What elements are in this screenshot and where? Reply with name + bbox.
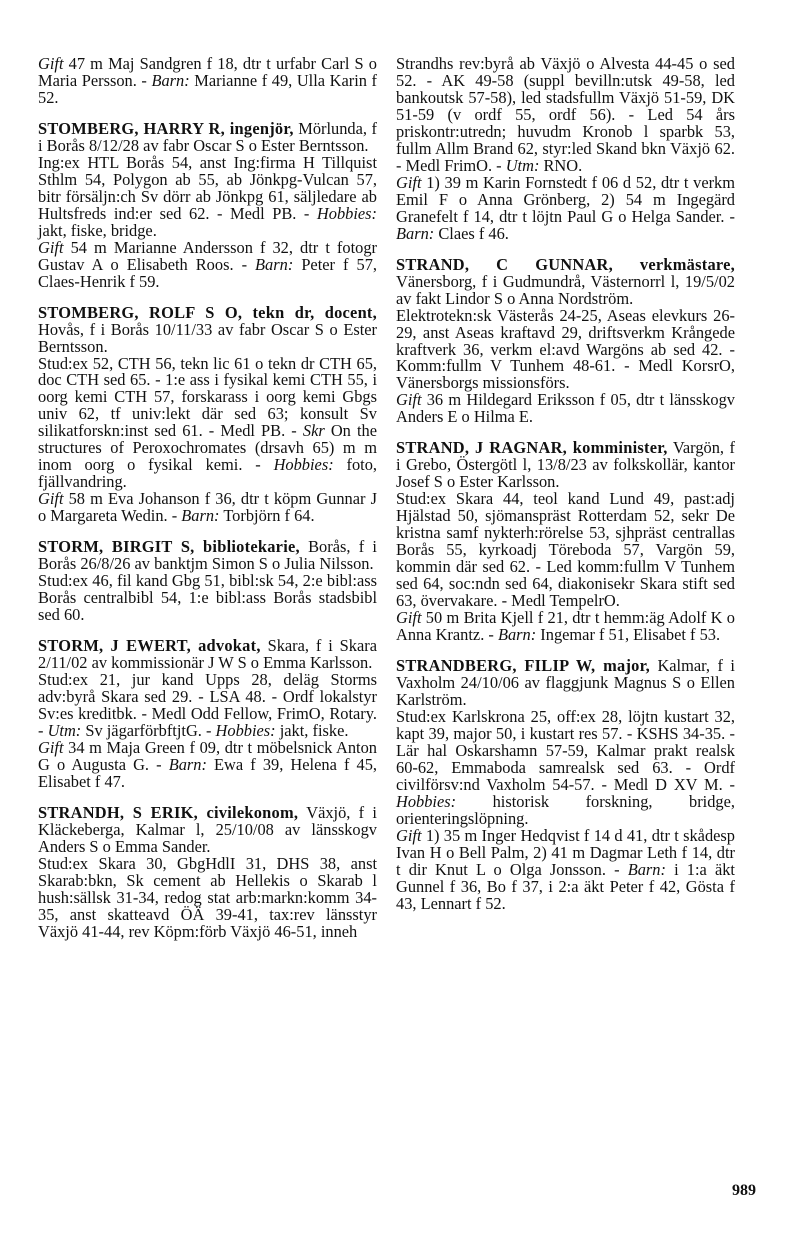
entry-text: historisk forskning, bridge, orienteringslöpning. (396, 791, 735, 828)
entry-text: i 1:a äkt Gunnel f 36, Bo f 37, i 2:a äkt Peter f 42, Gösta f 43, Lennart f 52. (396, 859, 735, 913)
biography-entry-storm-j-ewert (38, 638, 377, 791)
biography-entry-storm-birgit (38, 539, 377, 624)
entry-paragraph (396, 440, 735, 491)
entry-text: 1) 39 m Karin Fornstedt f 06 d 52, dtr t verkm Emil F o Anna Grönberg, 2) 54 m Ingegärd Granefelt f 14, dtr t löjtn Paul G o Helga Sander. - (396, 172, 735, 226)
entry-text: Skara, f i Skara 2/11/02 av kommissionär J W S o Emma Karlsson. (38, 636, 378, 672)
entry-text: 34 m Maja Green f 09, dtr t möbelsnick Anton G o Augusta G. - (38, 737, 377, 774)
entry-paragraph (396, 254, 735, 308)
field-label: Hobbies: (396, 791, 457, 811)
field-label: Barn: (497, 625, 537, 644)
entry-paragraph (38, 802, 377, 856)
entry-text: Claes f 46. (434, 223, 509, 243)
field-label: Skr (302, 421, 325, 441)
biography-entry-strandberg-filip (396, 655, 735, 913)
right-column (396, 56, 735, 927)
biography-entry-strandh-s-erik (38, 802, 377, 941)
field-label: Gift (396, 608, 422, 628)
entry-text: Hovås, f i Borås 10/11/33 av fabr Oscar S o Ester Berntsson. (38, 319, 377, 356)
left-column (38, 56, 377, 955)
entry-paragraph (396, 610, 735, 644)
entry-text: Strandhs rev:byrå ab Växjö o Alvesta 44-45 o sed 52. - AK 49-58 (suppl bevilln:utsk 49-58, led bankoutsk 57-58), led stadsfullm Växjö 51-59, DK 51-59 (v ordf 55, ordf 56). - Led 54 års priskontr:utredn; huvudm Kronob l sparbk 53, fullm Allm Brand 62, styr:led Skand bkn Växjö 62. - Medl FrimO. - (396, 54, 735, 175)
entry-text: foto, fjällvandring. (38, 455, 377, 492)
entry-heading: STORM, BIRGIT S, bibliotekarie, (38, 537, 300, 557)
field-label: Barn: (181, 506, 220, 526)
entry-text: RNO. (539, 155, 583, 175)
field-label: Gift (396, 390, 422, 410)
entry-text: Stud:ex Karlskrona 25, off:ex 28, löjtn kustart 32, kapt 39, major 50, i kustart res 57. - KSHS 34-35. - Lär hal Oskarshamn 57-59, Kalmar prakt realsk 60-62, Emmaboda samrealsk sed 63. - Ordf civilförsv:nd Vaxholm 54-57. - Medl D XV M. - (396, 706, 735, 794)
entry-text: 54 m Marianne Andersson f 32, dtr t fotogr Gustav A o Elisabeth Roos. - (38, 237, 377, 274)
entry-paragraph (38, 638, 377, 672)
entry-text: Stud:ex 46, fil kand Gbg 51, bibl:sk 54, 2:e bibl:ass Borås centralbibl 54, 1:e bibl:ass Borås stadsbibl sed 60. (38, 571, 377, 625)
entry-heading: STRAND, C GUNNAR, verkmästare, (396, 254, 735, 274)
entry-text: Ewa f 39, Helena f 45, Elisabet f 47. (38, 754, 378, 791)
entry-text: Vänersborg, f i Gudmundrå, Västernorrl l, 19/5/02 av fakt Lindor S o Anna Nordström. (396, 271, 735, 308)
field-label: Gift (396, 825, 422, 845)
entry-heading: STORM, J EWERT, advokat, (38, 636, 261, 656)
field-label: Hobbies: (316, 203, 377, 223)
field-label: Barn: (396, 223, 435, 243)
entry-text: Stud:ex Skara 30, GbgHdlI 31, DHS 38, anst Skarab:bkn, Sk cement ab Hellekis o Skarab l hush:sällsk 31-34, redog stat arb:markn:komm 34-35, anst skatteavd ÖÄ 39-41, tax:rev länsstyr Växjö 41-44, rev Köpm:förb Växjö 46-51, inneh (38, 853, 377, 941)
entry-text: 58 m Eva Johanson f 36, dtr t köpm Gunnar J o Margareta Wedin. - (38, 489, 377, 526)
entry-text: 36 m Hildegard Eriksson f 05, dtr t länsskogv Anders E o Hilma E. (396, 390, 735, 427)
entry-paragraph (396, 172, 735, 243)
field-label: Utm: (505, 155, 540, 175)
entry-paragraph (38, 237, 377, 291)
entry-text: Stud:ex 21, jur kand Upps 28, deläg Storms adv:byrå Skara sed 29. - LSA 48. - Ordf lokalstyr Sv:es kreditbk. - Medl Odd Fellow, FrimO, Rotary. - (38, 669, 377, 740)
entry-paragraph (38, 491, 377, 525)
field-label: Hobbies: (273, 455, 334, 475)
entry-paragraph (396, 491, 735, 610)
biography-entry-stomberg-harry (38, 118, 377, 291)
entry-paragraph (38, 302, 377, 356)
entry-text: Stud:ex 52, CTH 56, tekn lic 61 o tekn dr CTH 65, doc CTH sed 65. - 1:e ass i fysikal kemi CTH 55, i oorg kemi CTH 57, forskarass i oorg kemi Gbgs univ 62, tf univ:lekt där sed 63; konsult Sv silikatforskn:inst sed 61. - Medl PB. - (38, 353, 377, 441)
entry-paragraph (396, 56, 735, 175)
entry-paragraph (396, 655, 735, 709)
field-label: Gift (38, 54, 64, 73)
entry-text: Elektrotekn:sk Västerås 24-25, Aseas elevkurs 26-29, anst Aseas kraftavd 29, driftsverkm Krångede kraftverk 36, verkm el:avd Wargöns ab sed 42. - Komm:fullm V Tunhem 48-61. - Medl KorsrO, Vänersborgs missionsförs. (396, 305, 735, 393)
entry-text: jakt, fiske, bridge. (38, 220, 157, 240)
entry-heading: STOMBERG, ROLF S O, tekn dr, docent, (38, 302, 377, 322)
field-label: Barn: (627, 859, 666, 879)
field-label: Gift (396, 172, 422, 192)
entry-text: 50 m Brita Kjell f 21, dtr t hemm:äg Adolf K o Anna Krantz. - (396, 608, 735, 644)
page-number: 989 (732, 1182, 756, 1199)
entry-paragraph (38, 573, 377, 624)
entry-text: jakt, fiske. (275, 720, 349, 740)
entry-text: Marianne f 49, Ulla Karin f 52. (38, 70, 377, 107)
entry-text: 47 m Maj Sandgren f 18, dtr t urfabr Carl S o Maria Persson. - (38, 54, 377, 90)
entry-text: 1) 35 m Inger Hedqvist f 14 d 41, dtr t skådesp Ivan H o Bell Palm, 2) 41 m Dagmar Leth f 14, dtr t dir Knut L o Olga Jonsson. - (396, 825, 735, 879)
biography-entry-stomberg-rolf (38, 302, 377, 526)
entry-paragraph (38, 118, 377, 155)
entry-paragraph (396, 392, 735, 426)
entry-paragraph (38, 737, 378, 791)
entry-paragraph (396, 825, 735, 913)
field-label: Gift (38, 237, 64, 257)
entry-text: Stud:ex Skara 44, teol kand Lund 49, past:adj Hjälstad 50, sjömanspräst Rotterdam 52, sekr De kristna samf nykterh:rörelse 53, sjhpräst centrallas Borås 55, kyrkoadj Töreboda 57, Vargön 59, kommin där sed 62. - Led komm:fullm V Tunhem sed 64, soc:ndn sed 64, diakonisekr Skara stift sed 63, övervakare. - Medl TempelrO. (396, 489, 735, 611)
entry-text: Ing:ex HTL Borås 54, anst Ing:firma H Tillquist Sthlm 54, Polygon ab 55, ab Jönkpg-Vulcan 57, bitr försäljn:ch Sv dörr ab Jönkpg 61, säljledare ab Hultsfreds ind:er sed 62. - Medl PB. - (38, 152, 377, 223)
entry-paragraph (396, 305, 735, 393)
entry-paragraph (38, 56, 377, 107)
entry-text: On the structures of Peroxochromates (drsavh 65) m m inom oorg o fysikal kemi. - (38, 421, 377, 475)
field-label: Gift (38, 489, 64, 509)
entry-paragraph (38, 152, 377, 240)
field-label: Gift (38, 737, 64, 757)
entry-heading: STRANDH, S ERIK, civilekonom, (38, 802, 299, 822)
entry-paragraph (396, 706, 735, 828)
field-label: Barn: (168, 754, 207, 774)
field-label: Barn: (151, 70, 190, 90)
biography-entry-sandgren-cont (38, 56, 377, 107)
entry-heading: STRAND, J RAGNAR, komminister, (396, 438, 668, 458)
entry-paragraph (38, 853, 377, 941)
entry-text: Ingemar f 51, Elisabet f 53. (536, 625, 721, 644)
field-label: Barn: (255, 254, 294, 274)
field-label: Hobbies: (215, 720, 276, 740)
entry-text: Vargön, f i Grebo, Östergötl l, 13/8/23 av folkskollär, kantor Josef S o Ester Karlsson. (396, 438, 735, 492)
entry-text: Kalmar, f i Vaxholm 24/10/06 av flaggjunk Magnus S o Ellen Karlström. (396, 655, 735, 709)
biography-entry-strandh-cont (396, 56, 735, 243)
entry-text: Borås, f i Borås 26/8/26 av banktjm Simon S o Julia Nilsson. (38, 537, 377, 574)
entry-paragraph (38, 669, 377, 740)
entry-text: Sv jägarförbftjtG. - (81, 720, 216, 740)
entry-heading: STOMBERG, HARRY R, ingenjör, (38, 118, 294, 138)
entry-text: Peter f 57, Claes-Henrik f 59. (38, 254, 377, 291)
entry-paragraph (38, 539, 377, 573)
biography-entry-strand-j-ragnar (396, 440, 735, 644)
entry-text: Mörlunda, f i Borås 8/12/28 av fabr Oscar S o Ester Berntsson. (38, 118, 377, 155)
biography-entry-strand-c-gunnar (396, 254, 735, 427)
entry-text: Torbjörn f 64. (219, 506, 315, 526)
entry-text: Växjö, f i Kläckeberga, Kalmar l, 25/10/08 av länsskogv Anders S o Emma Sander. (38, 802, 377, 856)
field-label: Utm: (47, 720, 82, 740)
entry-heading: STRANDBERG, FILIP W, major, (396, 655, 650, 675)
entry-paragraph (38, 353, 377, 492)
